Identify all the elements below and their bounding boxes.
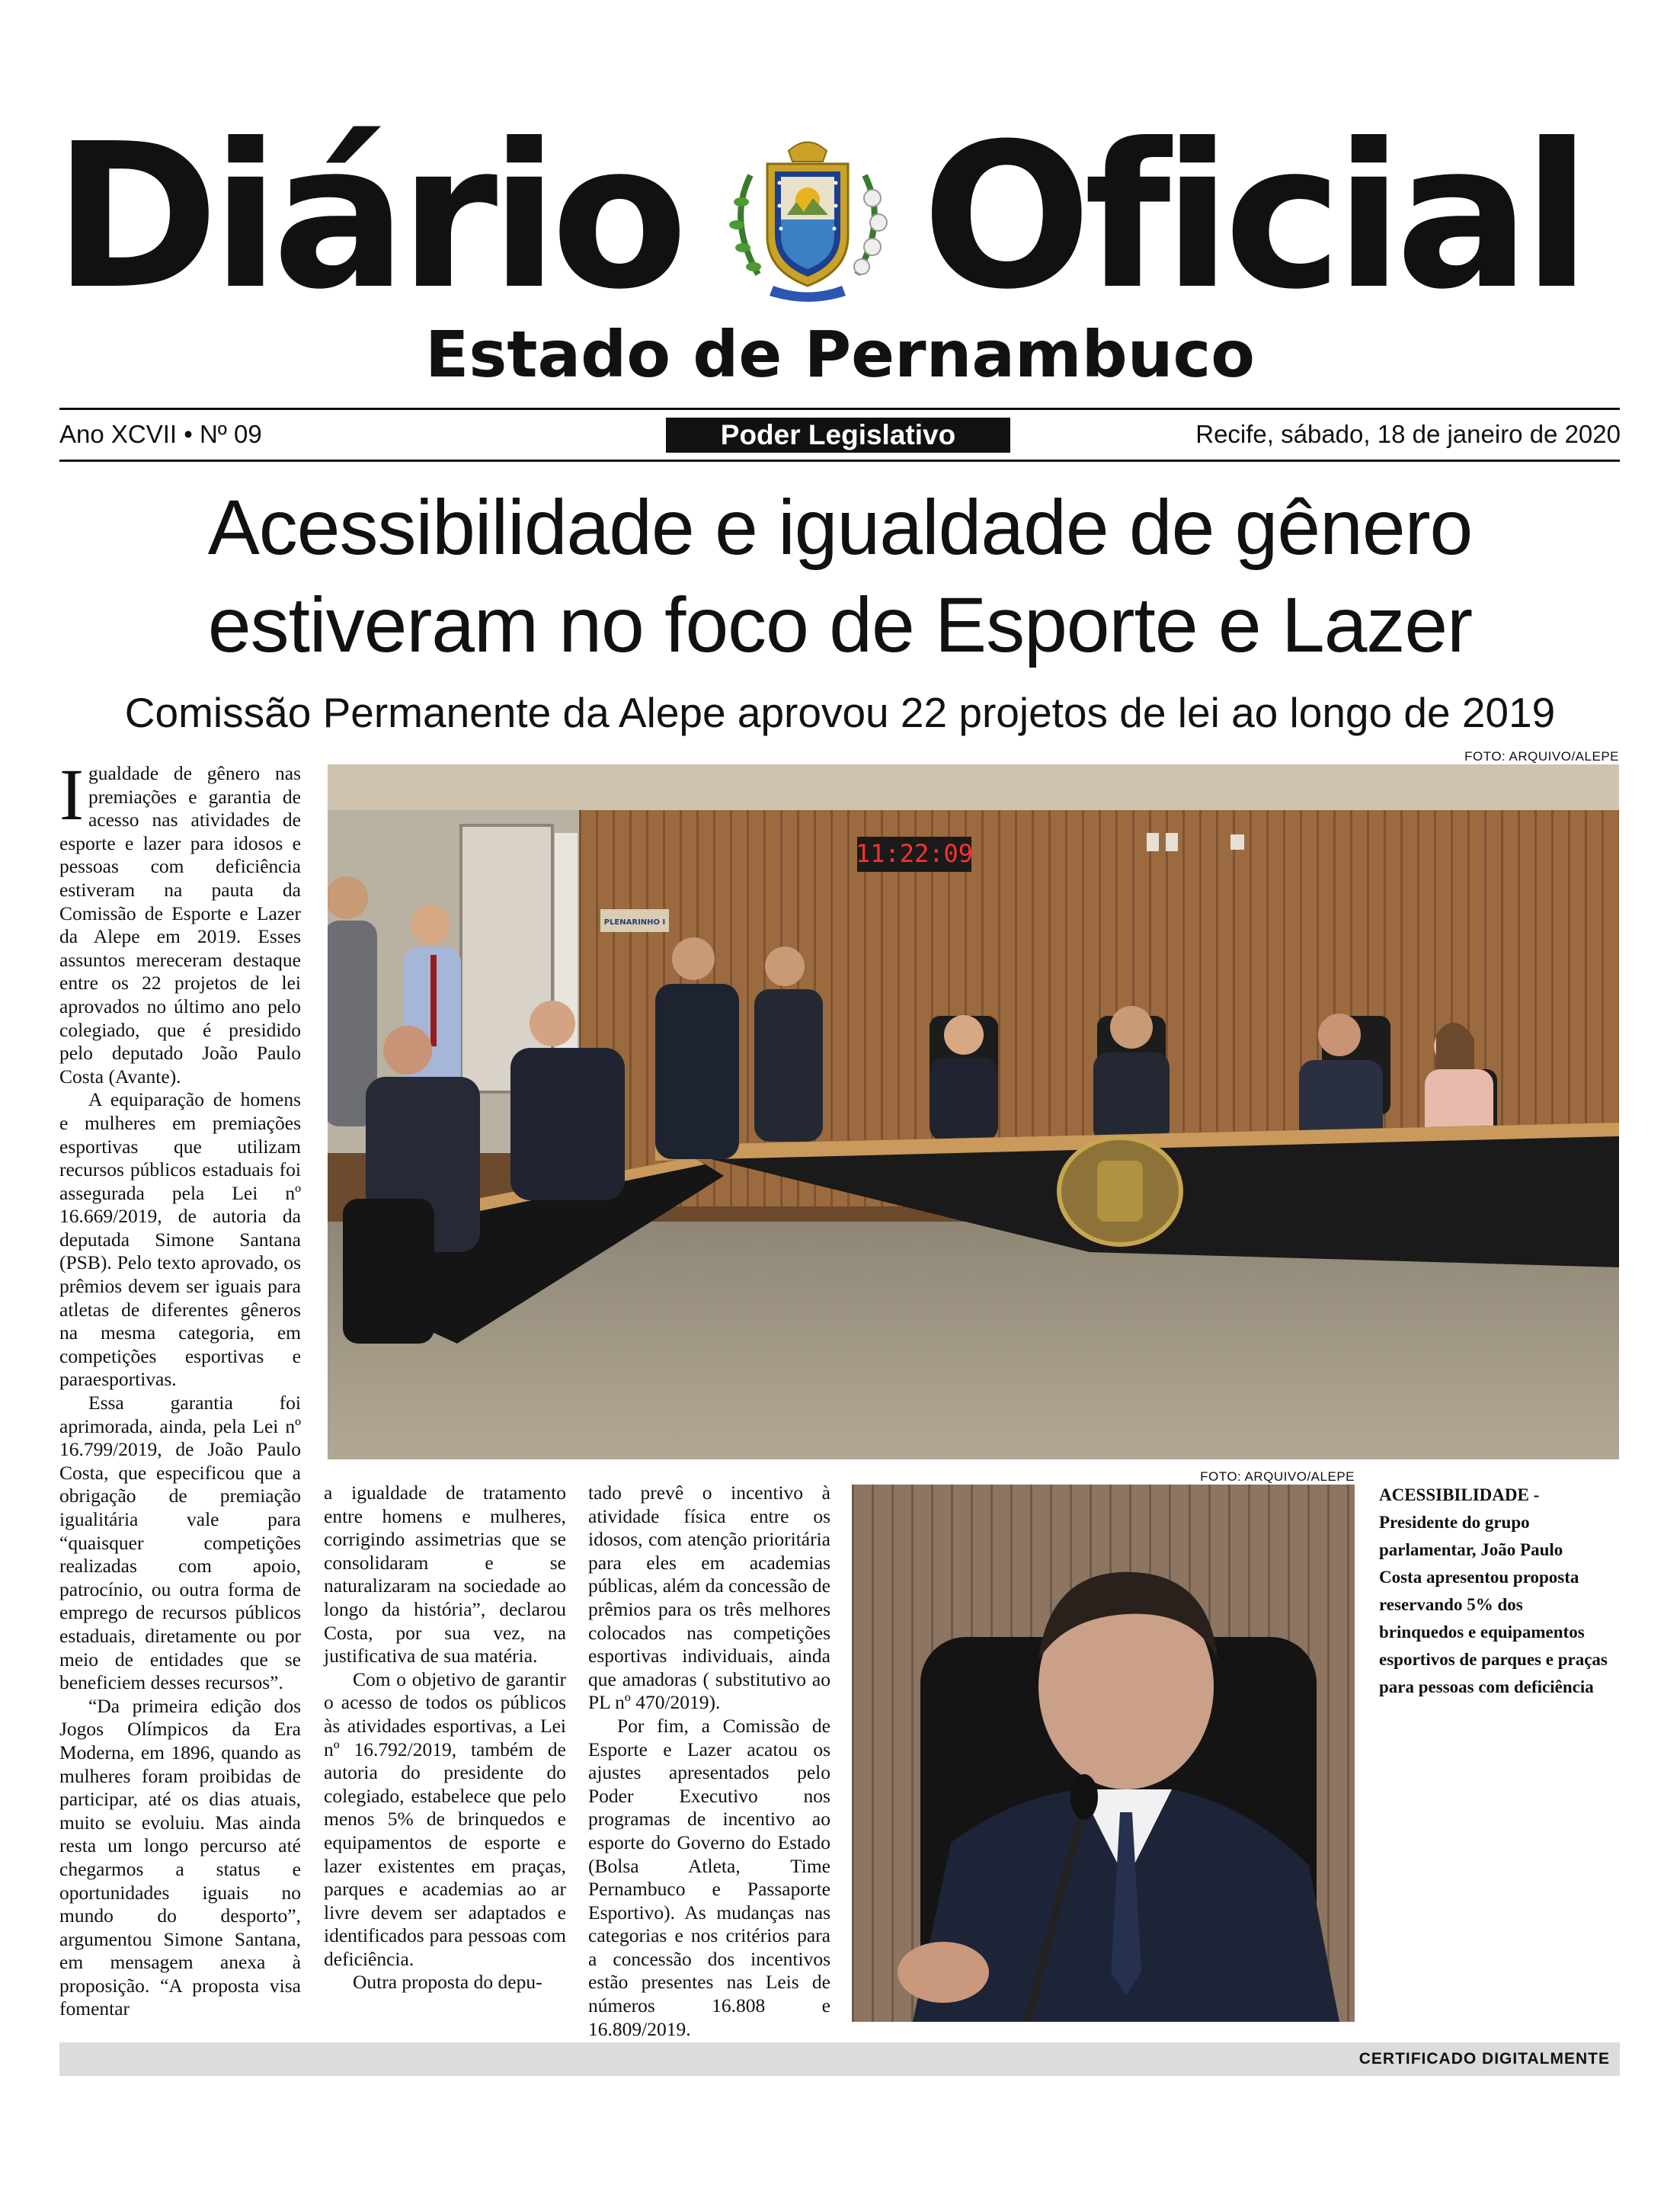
paragraph: “Da primeira edição dos Jogos Olímpicos da Era Moderna, em 1896, quando as mulheres foram proibidas de participar, até os dias atuais, muito se evoluiu. Mas ainda resta um longo percurso até chegarmos a status e oportunidades iguais no mundo do desporto”, argumentou Simone Santana, em mensagem anexa à proposição. “A proposta visa fomentar (59, 1694, 301, 2020)
masthead-rule-bottom (59, 460, 1620, 462)
coat-of-arms-icon (720, 130, 895, 305)
masthead-title-left: Diário (53, 101, 681, 333)
article-column-2 (324, 1481, 566, 1994)
room-sign: PLENARINHO I (603, 918, 666, 927)
paragraph: Com o objetivo de garantir o acesso de todos os públicos às atividades esportivas, a Lei nº 16.792/2019, também de autoria do presidente do colegiado, estabelece que pelo menos 5% de brinquedos e equipamentos de esporte e lazer existentes em praças, parques e academias ao ar livre devem ser adaptados e identificados para pessoas com deficiência. (324, 1667, 566, 1970)
committee-meeting-photo (328, 764, 1619, 1459)
paragraph: Por fim, a Comissão de Esporte e Lazer acatou os ajustes apresentados pelo Poder Executivo nos programas de incentivo ao esporte do Governo do Estado (Bolsa Atleta, Time Pernambuco e Passaporte Esportivo). As mudanças nas categorias e nos critérios para a concessão dos incentivos estão presentes nas Leis de números 16.808 e 16.809/2019. (588, 1714, 830, 2040)
photo-credit-main: FOTO: ARQUIVO/ALEPE (1464, 749, 1619, 764)
issue-date: Recife, sábado, 18 de janeiro de 2020 (1195, 420, 1621, 448)
article-column-1 (59, 754, 301, 2021)
masthead-rule-top (59, 408, 1620, 410)
wall-clock-display: 11:22:09 (855, 839, 974, 868)
drop-cap: I (59, 754, 84, 835)
caption-text: Presidente do grupo parlamentar, João Paulo Costa apresentou proposta reservando 5% dos brinquedos e equipamentos esportivos de parques e praças para pessoas com deficiência (1379, 1513, 1608, 1696)
deputy-portrait-photo (852, 1485, 1355, 2022)
headline-line-2: estiveram no foco de Esporte e Lazer (207, 581, 1473, 668)
section-badge: Poder Legislativo (666, 418, 1010, 453)
headline-line-1: Acessibilidade e igualdade de gênero (207, 484, 1473, 571)
masthead-subtitle: Estado de Pernambuco (424, 317, 1256, 392)
paragraph: Essa garantia foi aprimorada, ainda, pela Lei nº 16.799/2019, de João Paulo Costa, que especificou que a obrigação de premiação igualitária vale para “quaisquer competições realizadas com apoio, patrocínio, ou outra forma de emprego de recursos públicos estaduais, diretamente ou por meio de entidades que se beneficiem desses recursos”. (59, 1392, 301, 1694)
edition-number: Ano XCVII • Nº 09 (59, 420, 262, 448)
article-column-3 (588, 1481, 830, 2041)
paragraph: tado prevê o incentivo à atividade física entre os idosos, com atenção prioritária para eles em academias públicas, além da concessão de prêmios para os três melhores colocados nas competições esportivas individuais, ainda que amadoras ( substitutivo ao PL nº 470/2019). (588, 1481, 830, 1714)
article-deck: Comissão Permanente da Alepe aprovou 22 projetos de lei ao longo de 2019 (124, 689, 1556, 736)
paragraph: gualdade de gênero nas premiações e garantia de acesso nas atividades de esporte e lazer para idosos e pessoas com deficiência estiveram na pauta da Comissão de Esporte e Lazer da Alepe em 2019. Esses assuntos mereceram destaque entre os 22 projetos de lei aprovados no último ano pelo colegiado, que é presidido pelo deputado João Paulo Costa (Avante). (59, 762, 301, 1087)
caption-lead: ACESSIBILIDADE - (1379, 1485, 1540, 1504)
paragraph: a igualdade de tratamento entre homens e mulheres, corrigindo assimetrias que se consolidaram e se naturalizaram na sociedade ao longo da história”, declarou Costa, por sua vez, na justificativa de sua matéria. (324, 1481, 566, 1667)
paragraph: Outra proposta do depu- (353, 1971, 542, 1994)
headline (46, 479, 1634, 674)
certified-label: CERTIFICADO DIGITALMENTE (1358, 2050, 1610, 2068)
masthead-title-right: Oficial (922, 101, 1584, 333)
paragraph: A equiparação de homens e mulheres em premiações esportivas que utilizam recursos públicos estaduais foi assegurada pela Lei nº 16.669/2019, de autoria da deputada Simone Santana (PSB). Pelo texto aprovado, os prêmios devem ser iguais para atletas de diferentes gêneros na mesma categoria, em competições esportivas e paraesportivas. (59, 1088, 301, 1391)
photo-credit-second: FOTO: ARQUIVO/ALEPE (1200, 1469, 1355, 1484)
photo-caption (1379, 1481, 1608, 1701)
